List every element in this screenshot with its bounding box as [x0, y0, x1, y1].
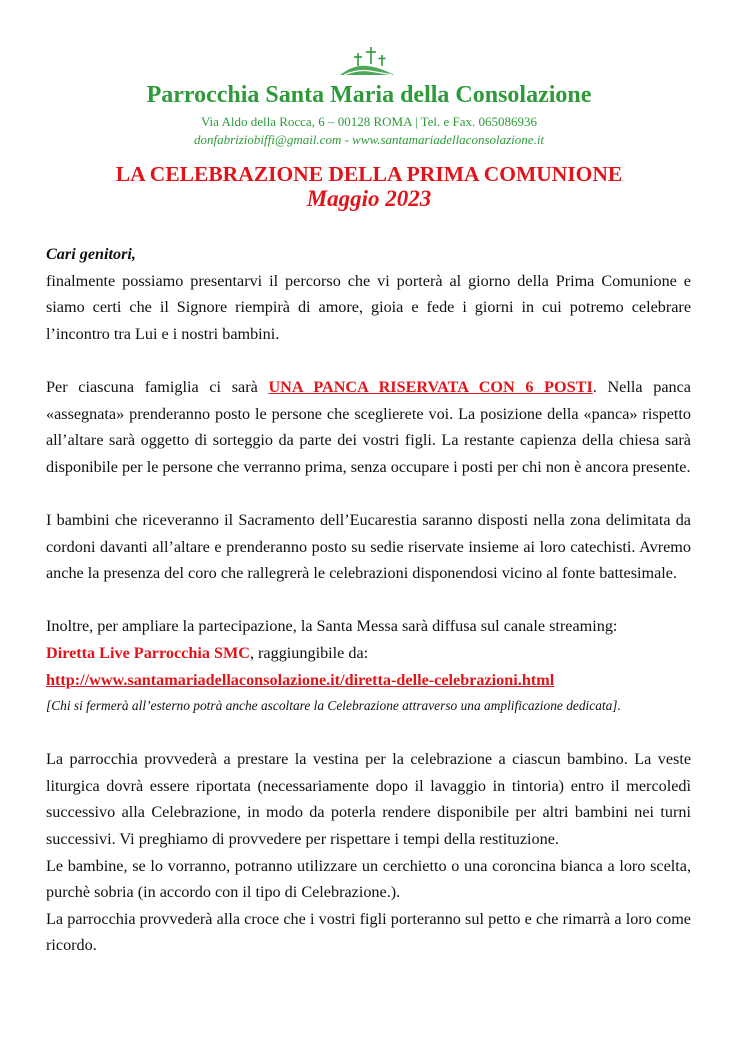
- paragraph-intro: finalmente possiamo presentarvi il percorso che vi porterà al giorno della Prima Comunione e siamo certi che il Signore riempirà di amore, gioia e fede i giorni in cui potremo celebrare l’incontro tra Lui e i nostri bambini.: [46, 271, 691, 343]
- stream-url[interactable]: [46, 667, 691, 694]
- document-date: Maggio 2023: [306, 186, 432, 211]
- paragraph-vestina: La parrocchia provvederà a prestare la vestina per la celebrazione a ciascun bambino. La veste liturgica dovrà essere riportata (necessariamente dopo il lavaggio in tintoria) entro il mercoledì successivo alla Celebrazione, in modo da poterla rendere disponibile per altri bambini nei turni successivi. Vi preghiamo di provvedere per rispettare i tempi della restituzione.: [46, 750, 691, 849]
- stream-url-link[interactable]: http://www.santamariadellaconsolazione.it/diretta-delle-celebrazioni.html: [46, 670, 555, 689]
- greeting: Cari genitori,: [46, 245, 136, 263]
- paragraph-cross: La parrocchia provvederà alla croce che i vostri figli porteranno sul petto e che rimarrà a loro come ricordo.: [46, 909, 691, 955]
- paragraph-pew: Per ciascuna famiglia ci sarà UNA PANCA RISERVATA CON 6 POSTI. Nella panca «assegnata» prenderanno posto le persone che sceglierete voi. La posizione della «panca» rispetto all’altare sarà oggetto di sorteggio da parte dei vostri figli. La restante capienza della chiesa sarà disponibile per le persone che verranno prima, senza occupare i posti per chi non è ancora presente.: [46, 377, 691, 476]
- reserved-pew-highlight: UNA PANCA RISERVATA CON 6 POSTI: [268, 377, 593, 396]
- parish-address: Via Aldo della Rocca, 6 – 00128 ROMA | Tel. e Fax. 065086936: [200, 114, 538, 129]
- stream-channel-name: Diretta Live Parrocchia SMC: [46, 643, 250, 662]
- letter-body: [46, 241, 691, 959]
- paragraph-children: I bambini che riceveranno il Sacramento dell’Eucarestia saranno disposti nella zona delimitata da cordoni davanti all’altare e prenderanno posto su sedie riservate insieme ai loro catechisti. Avremo anche la presenza del coro che rallegrerà le celebrazioni disponendosi vicino al fonte battesimale.: [46, 510, 691, 583]
- parish-name: Parrocchia Santa Maria della Consolazione: [146, 82, 592, 108]
- paragraph-streaming-intro: Inoltre, per ampliare la partecipazione, la Santa Messa sarà diffusa sul canale streaming:: [46, 617, 618, 636]
- paragraph-streaming-channel: Diretta Live Parrocchia SMC, raggiungibile da:: [46, 643, 369, 662]
- church-crosses-logo: [336, 44, 398, 78]
- document-title: LA CELEBRAZIONE DELLA PRIMA COMUNIONE: [115, 162, 623, 186]
- parish-contacts: donfabriziobiffi@gmail.com - www.santamariadellaconsolazione.it: [193, 132, 545, 147]
- external-audio-note: [Chi si fermerà all’esterno potrà anche ascoltare la Celebrazione attraverso una amplificazione dedicata].: [46, 698, 621, 714]
- paragraph-girls: Le bambine, se lo vorranno, potranno utilizzare un cerchietto o una coroncina bianca a loro scelta, purchè sobria (in accordo con il tipo di Celebrazione.).: [46, 856, 691, 902]
